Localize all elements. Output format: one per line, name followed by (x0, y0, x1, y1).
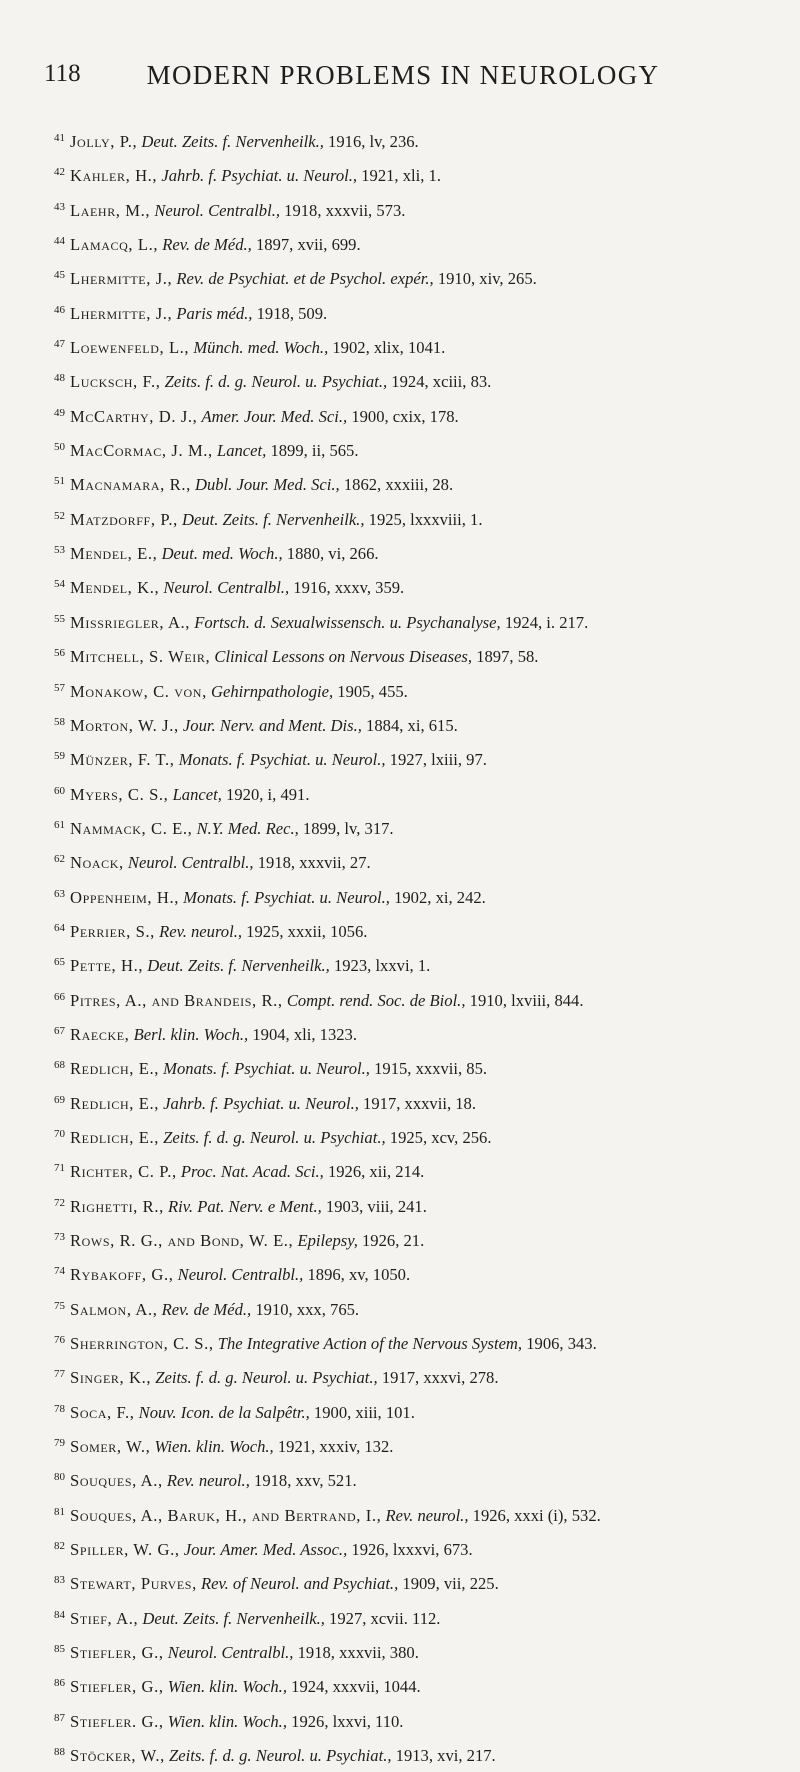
reference-entry (54, 1737, 776, 1771)
reference-number: 55 (54, 612, 65, 625)
reference-number: 51 (54, 475, 65, 488)
reference-source: The Integrative Action of the Nervous System, (217, 1334, 523, 1354)
reference-number: 41 (54, 132, 65, 144)
reference-details: 1903, viii, 241. (325, 1196, 427, 1216)
reference-number: 62 (54, 853, 65, 866)
reference-details: 1926, xii, 214. (327, 1162, 425, 1182)
reference-number: 75 (54, 1299, 65, 1312)
reference-entry (54, 432, 776, 466)
reference-details: 1927, lxiii, 97. (389, 750, 487, 770)
reference-entry (54, 1256, 776, 1290)
reference-entry (54, 260, 776, 294)
reference-entry (54, 741, 776, 775)
reference-entry (54, 844, 776, 878)
reference-details: 1916, lv, 236. (328, 132, 419, 151)
reference-number: 71 (54, 1162, 65, 1175)
reference-details: 1902, xi, 242. (394, 887, 486, 907)
reference-source: Compt. rend. Soc. de Biol., (286, 990, 466, 1010)
reference-source: Deut. Zeits. f. Nervenheilk., (181, 509, 365, 529)
reference-entry (54, 569, 776, 603)
reference-source: Zeits. f. d. g. Neurol. u. Psychiat., (169, 1746, 392, 1766)
reference-source: Wien. klin. Woch., (154, 1437, 274, 1457)
reference-details: 1917, xxxvi, 278. (381, 1368, 499, 1388)
reference-entry (54, 604, 776, 638)
reference-number: 47 (54, 338, 65, 351)
reference-author: MacCormac, J. M., (70, 441, 213, 461)
reference-author: Macnamara, R., (70, 475, 191, 495)
reference-source: Wien. klin. Woch., (167, 1677, 287, 1697)
reference-author: Spiller, W. G., (70, 1540, 180, 1560)
reference-author: Stiefler, G., (70, 1643, 164, 1663)
reference-source: Jahrb. f. Psychiat. u. Neurol., (163, 1093, 359, 1113)
reference-author: Lhermitte, J., (70, 303, 173, 323)
reference-number: 82 (54, 1540, 65, 1553)
reference-number: 66 (54, 990, 65, 1003)
reference-author: Nammack, C. E., (70, 818, 193, 838)
reference-source: Zeits. f. d. g. Neurol. u. Psychiat., (155, 1368, 378, 1388)
reference-number: 57 (54, 681, 65, 694)
reference-details: 1917, xxxvii, 18. (363, 1093, 476, 1113)
reference-entry (54, 157, 776, 191)
reference-number: 68 (54, 1059, 65, 1072)
reference-number: 53 (54, 544, 65, 557)
reference-source: Jahrb. f. Psychiat. u. Neurol., (161, 166, 358, 186)
reference-entry (54, 1085, 776, 1119)
reference-source: Deut. med. Woch., (161, 544, 283, 564)
reference-number: 64 (54, 921, 65, 934)
reference-number: 80 (54, 1471, 65, 1484)
reference-entry (54, 192, 776, 226)
reference-number: 52 (54, 509, 65, 522)
reference-number: 73 (54, 1231, 65, 1243)
reference-number: 65 (54, 956, 65, 969)
reference-details: 1897, 58. (476, 647, 539, 667)
running-head: MODERN PROBLEMS IN NEUROLOGY (146, 60, 660, 90)
reference-number: 85 (54, 1643, 65, 1656)
reference-author: Singer, K., (70, 1368, 152, 1388)
reference-details: 1924, i. 217. (504, 612, 589, 632)
reference-author: Monakow, C. von, (70, 681, 207, 701)
reference-details: 1918, xxv, 521. (254, 1471, 357, 1491)
reference-author: Oppenheim, H., (70, 887, 179, 907)
reference-author: Morton, W. J., (70, 715, 179, 735)
reference-details: 1897, xvii, 699. (255, 235, 361, 255)
reference-details: 1925, xxxii, 1056. (246, 921, 368, 941)
reference-author: Stöcker, W., (70, 1746, 165, 1766)
reference-details: 1927, xcvii. 112. (329, 1608, 441, 1628)
reference-details: 1926, lxxxvi, 673. (351, 1540, 473, 1560)
reference-number: 48 (54, 372, 65, 385)
reference-entry (54, 501, 776, 535)
reference-number: 88 (54, 1746, 65, 1759)
reference-author: Righetti, R., (70, 1196, 164, 1216)
reference-author: Rybakoff, G., (70, 1265, 174, 1285)
reference-details: 1910, lxviii, 844. (469, 990, 584, 1010)
reference-source: Rev. neurol., (385, 1505, 469, 1525)
reference-details: 1913, xvi, 217. (395, 1746, 496, 1766)
reference-author: Mendel, K., (70, 578, 160, 598)
reference-entry (54, 673, 776, 707)
reference-entry (54, 398, 776, 432)
reference-entry (54, 1119, 776, 1153)
reference-author: Loewenfeld, L., (70, 338, 190, 358)
reference-source: Riv. Pat. Nerv. e Ment., (168, 1196, 322, 1216)
reference-details: 1902, xlix, 1041. (332, 338, 446, 358)
reference-list (54, 123, 776, 1772)
reference-details: 1884, xi, 615. (366, 715, 458, 735)
reference-author: Mendel, E., (70, 544, 158, 564)
reference-author: Stief, A., (70, 1608, 139, 1628)
reference-entry (54, 1600, 776, 1634)
reference-number: 81 (54, 1505, 65, 1518)
reference-source: Rev. neurol., (166, 1471, 250, 1491)
reference-details: 1899, ii, 565. (270, 441, 359, 461)
reference-entry (54, 1050, 776, 1084)
reference-number: 63 (54, 887, 65, 900)
reference-number: 54 (54, 578, 65, 591)
reference-author: Laehr, M., (70, 200, 151, 220)
reference-number: 84 (54, 1608, 65, 1621)
reference-source: Münch. med. Woch., (193, 338, 329, 358)
reference-author: Souques, A., Baruk, H., and Bertrand, I., (70, 1505, 382, 1525)
reference-entry (54, 1668, 776, 1702)
reference-entry (54, 1531, 776, 1565)
reference-number: 83 (54, 1574, 65, 1587)
reference-author: Souques, A., (70, 1471, 163, 1491)
reference-entry (54, 1497, 776, 1531)
reference-details: 1862, xxxiii, 28. (343, 475, 454, 495)
reference-source: Fortsch. d. Sexualwissensch. u. Psychanalyse, (194, 612, 501, 632)
reference-entry (54, 776, 776, 810)
page-header (44, 60, 762, 100)
reference-entry (54, 879, 776, 913)
reference-source: Rev. of Neurol. and Psychiat., (200, 1574, 399, 1594)
reference-number: 58 (54, 715, 65, 728)
reference-source: Monats. f. Psychiat. u. Neurol., (163, 1059, 370, 1079)
reference-source: Gehirnpathologie, (210, 681, 334, 701)
reference-source: Neurol. Centralbl., (154, 200, 280, 220)
reference-author: Redlich, E., (70, 1059, 159, 1079)
reference-author: Perrier, S., (70, 921, 155, 941)
reference-details: 1924, xxxvii, 1044. (291, 1677, 421, 1697)
reference-entry (54, 1428, 776, 1462)
reference-author: Matzdorff, P., (70, 509, 178, 529)
reference-number: 67 (54, 1024, 65, 1037)
reference-entry (54, 295, 776, 329)
reference-source: Monats. f. Psychiat. u. Neurol., (183, 887, 390, 907)
reference-source: Neurol. Centralbl., (163, 578, 290, 598)
reference-details: 1896, xv, 1050. (307, 1265, 411, 1285)
reference-number: 87 (54, 1711, 65, 1724)
reference-author: McCarthy, D. J., (70, 406, 198, 426)
reference-details: 1918, 509. (256, 303, 328, 323)
reference-number: 76 (54, 1334, 65, 1347)
reference-author: Soca, F., (70, 1402, 135, 1422)
reference-number: 43 (54, 200, 65, 213)
reference-author: Stiefler, G., (70, 1677, 164, 1697)
reference-details: 1926, lxxvi, 110. (291, 1711, 404, 1731)
reference-author: Pitres, A., and Brandeis, R., (70, 990, 283, 1010)
reference-entry (54, 1394, 776, 1428)
reference-author: Myers, C. S., (70, 784, 169, 804)
reference-entry (54, 329, 776, 363)
reference-source: Deut. Zeits. f. Nervenheilk., (147, 956, 330, 976)
reference-entry (54, 466, 776, 500)
reference-details: 1880, vi, 266. (286, 544, 379, 564)
reference-author: Noack, (70, 853, 124, 873)
reference-source: Neurol. Centralbl., (167, 1643, 294, 1663)
reference-details: 1918, xxxvii, 380. (297, 1643, 419, 1663)
reference-number: 69 (54, 1093, 65, 1106)
reference-author: Kahler, H., (70, 166, 158, 186)
reference-source: Neurol. Centralbl., (127, 853, 254, 873)
reference-details: 1921, xli, 1. (361, 166, 441, 186)
reference-number: 70 (54, 1127, 65, 1140)
reference-author: Mitchell, S. Weir, (70, 647, 211, 667)
reference-source: Jour. Amer. Med. Assoc., (183, 1540, 348, 1560)
reference-entry (54, 1153, 776, 1187)
reference-source: Nouv. Icon. de la Salpêtr., (138, 1402, 310, 1422)
reference-details: 1923, lxxvi, 1. (333, 956, 431, 976)
reference-details: 1921, xxxiv, 132. (277, 1437, 394, 1457)
reference-source: Rev. de Méd., (161, 1299, 252, 1319)
reference-entry (54, 1325, 776, 1359)
reference-source: Rev. de Psychiat. et de Psychol. expér., (176, 269, 434, 289)
reference-author: Redlich, E., (70, 1127, 159, 1147)
reference-source: Berl. klin. Woch., (133, 1024, 249, 1044)
reference-number: 50 (54, 441, 65, 454)
reference-details: 1910, xiv, 265. (437, 269, 537, 289)
reference-entry (54, 1188, 776, 1222)
reference-details: 1899, lv, 317. (302, 818, 394, 838)
reference-source: Epilepsy, (297, 1231, 358, 1250)
reference-entry (54, 123, 776, 157)
reference-entry (54, 1222, 776, 1256)
reference-source: Amer. Jour. Med. Sci., (201, 406, 348, 426)
reference-entry (54, 638, 776, 672)
reference-author: Redlich, E., (70, 1093, 159, 1113)
reference-details: 1909, vii, 225. (402, 1574, 499, 1594)
reference-source: Rev. neurol., (159, 921, 243, 941)
reference-details: 1924, xciii, 83. (391, 372, 492, 392)
reference-entry (54, 1359, 776, 1393)
reference-details: 1906, 343. (526, 1334, 597, 1354)
reference-entry (54, 1634, 776, 1668)
reference-details: 1926, 21. (362, 1231, 425, 1250)
reference-author: Münzer, F. T., (70, 750, 175, 770)
reference-details: 1918, xxxvii, 27. (257, 853, 371, 873)
reference-entry (54, 707, 776, 741)
reference-details: 1918, xxxvii, 573. (284, 200, 406, 220)
reference-details: 1900, cxix, 178. (351, 406, 459, 426)
reference-entry (54, 810, 776, 844)
reference-author: Lamacq, L., (70, 235, 159, 255)
reference-number: 86 (54, 1677, 65, 1690)
reference-entry (54, 1703, 776, 1737)
reference-author: Missriegler, A., (70, 612, 191, 632)
page-number: 118 (44, 60, 81, 87)
reference-author: Stiefler. G., (70, 1711, 164, 1731)
reference-entry (54, 982, 776, 1016)
reference-source: Deut. Zeits. f. Nervenheilk., (142, 1608, 325, 1628)
reference-source: Monats. f. Psychiat. u. Neurol., (178, 750, 386, 770)
reference-number: 59 (54, 750, 65, 763)
reference-details: 1926, xxxi (i), 532. (472, 1505, 601, 1525)
reference-author: Richter, C. P., (70, 1162, 177, 1182)
reference-entry (54, 1565, 776, 1599)
reference-author: Salmon, A., (70, 1299, 158, 1319)
reference-author: Jolly, P., (70, 132, 138, 151)
reference-source: Zeits. f. d. g. Neurol. u. Psychiat., (164, 372, 388, 392)
reference-number: 79 (54, 1437, 65, 1450)
reference-author: Pette, H., (70, 956, 144, 976)
reference-author: Rows, R. G., and Bond, W. E., (70, 1231, 294, 1250)
reference-number: 44 (54, 235, 65, 248)
reference-entry (54, 1291, 776, 1325)
reference-entry (54, 1462, 776, 1496)
reference-author: Raecke, (70, 1024, 130, 1044)
reference-details: 1920, i, 491. (226, 784, 310, 804)
reference-source: Clinical Lessons on Nervous Diseases, (214, 647, 473, 667)
reference-source: Dubl. Jour. Med. Sci., (194, 475, 340, 495)
reference-number: 74 (54, 1265, 65, 1278)
reference-author: Lucksch, F., (70, 372, 161, 392)
reference-number: 60 (54, 784, 65, 797)
reference-entry (54, 535, 776, 569)
reference-source: Wien. klin. Woch., (167, 1711, 287, 1731)
reference-source: Rev. de Méd., (162, 235, 252, 255)
reference-entry (54, 1016, 776, 1050)
reference-author: Lhermitte, J., (70, 269, 173, 289)
reference-source: Lancet, (172, 784, 222, 804)
reference-source: Jour. Nerv. and Ment. Dis., (182, 715, 362, 735)
reference-entry (54, 913, 776, 947)
reference-source: Paris méd., (176, 303, 253, 323)
reference-number: 49 (54, 406, 65, 419)
reference-details: 1910, xxx, 765. (255, 1299, 360, 1319)
reference-number: 78 (54, 1402, 65, 1415)
reference-entry (54, 363, 776, 397)
reference-details: 1900, xiii, 101. (313, 1402, 415, 1422)
reference-details: 1905, 455. (337, 681, 408, 701)
reference-details: 1916, xxxv, 359. (293, 578, 405, 598)
reference-source: Deut. Zeits. f. Nervenheilk., (141, 132, 324, 151)
reference-number: 45 (54, 269, 65, 282)
reference-source: Lancet, (216, 441, 267, 461)
reference-details: 1915, xxxvii, 85. (374, 1059, 488, 1079)
reference-number: 72 (54, 1196, 65, 1209)
reference-details: 1904, xli, 1323. (252, 1024, 357, 1044)
reference-author: Somer, W., (70, 1437, 151, 1457)
reference-source: Zeits. f. d. g. Neurol. u. Psychiat., (163, 1127, 386, 1147)
reference-number: 56 (54, 647, 65, 660)
reference-details: 1925, lxxxviii, 1. (368, 509, 483, 529)
reference-number: 61 (54, 818, 65, 831)
reference-details: 1925, xcv, 256. (389, 1127, 492, 1147)
reference-number: 42 (54, 166, 65, 179)
reference-author: Stewart, Purves, (70, 1574, 197, 1594)
reference-entry (54, 947, 776, 981)
reference-source: Proc. Nat. Acad. Sci., (180, 1162, 324, 1182)
reference-number: 77 (54, 1368, 65, 1381)
reference-source: Neurol. Centralbl., (177, 1265, 304, 1285)
reference-number: 46 (54, 303, 65, 316)
reference-entry (54, 226, 776, 260)
reference-source: N.Y. Med. Rec., (196, 818, 299, 838)
reference-author: Sherrington, C. S., (70, 1334, 214, 1354)
